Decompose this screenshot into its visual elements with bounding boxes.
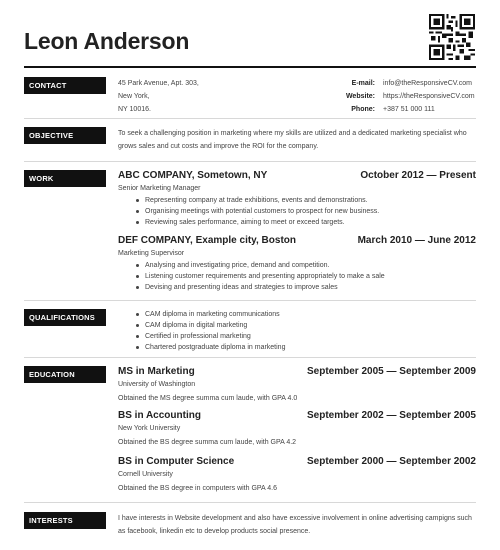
job-duties-list — [135, 195, 465, 228]
section-label-qualifications: QUALIFICATIONS — [24, 309, 106, 326]
list-item: Chartered postgraduate diploma in marketing — [135, 342, 465, 353]
email-row — [300, 77, 476, 90]
address-line: New York, — [118, 93, 150, 100]
list-item: Devising and presenting ideas and strategies to improve sales — [135, 282, 465, 293]
resume-name: Leon Anderson — [24, 28, 190, 54]
list-item: CAM diploma in marketing communications — [135, 309, 465, 320]
section-label-objective: OBJECTIVE — [24, 127, 106, 144]
website-label: Website: — [345, 93, 375, 100]
job-role: Senior Marketing Manager — [118, 185, 201, 192]
degree-title: BS in Computer Science — [118, 456, 235, 467]
header-rule — [24, 66, 476, 68]
objective-text — [118, 127, 476, 153]
degree-title: BS in Accounting — [118, 410, 201, 421]
school-name: University of Washington — [118, 381, 196, 388]
degree-dates: September 2000 — September 2002 — [307, 456, 476, 467]
list-item: Analysing and investigating price, demand and competition. — [135, 260, 465, 271]
qr-code-icon — [429, 14, 475, 60]
list-item: Reviewing sales performance, aiming to meet or exceed targets. — [135, 217, 465, 228]
email-link[interactable]: info@theResponsiveCV.com — [383, 80, 472, 87]
address-line: 45 Park Avenue, Apt. 303, — [118, 80, 199, 87]
job-company: DEF COMPANY, Example city, Boston — [118, 235, 296, 246]
list-item: Representing company at trade exhibitions, events and demonstrations. — [135, 195, 465, 206]
qualifications-list — [135, 309, 465, 353]
list-item: Listening customer requirements and presenting appropriately to make a sale — [135, 271, 465, 282]
job-duties-list — [135, 260, 465, 293]
interests-line: as facebook, linkedin etc to develop products social presence. — [118, 528, 311, 535]
degree-note: Obtained the MS degree summa cum laude, with GPA 4.0 — [118, 395, 298, 402]
phone-row — [300, 103, 476, 116]
address-line: NY 10016. — [118, 106, 151, 113]
job-dates: October 2012 — Present — [360, 170, 476, 181]
degree-note: Obtained the BS degree summa cum laude, with GPA 4.2 — [118, 439, 297, 446]
list-item: CAM diploma in digital marketing — [135, 320, 465, 331]
phone-label: Phone: — [351, 106, 375, 113]
degree-dates: September 2005 — September 2009 — [307, 366, 476, 377]
degree-note: Obtained the BS degree in computers with GPA 4.6 — [118, 485, 278, 492]
list-item: Certified in professional marketing — [135, 331, 465, 342]
section-divider — [24, 118, 476, 119]
objective-line: grows sales and cut costs and improve the ROI for the company. — [118, 143, 319, 150]
phone-value: +387 51 000 111 — [383, 106, 435, 113]
section-label-education: EDUCATION — [24, 366, 106, 383]
interests-text — [118, 512, 476, 538]
degree-title: MS in Marketing — [118, 366, 195, 377]
website-row — [300, 90, 476, 103]
job-company: ABC COMPANY, Sometown, NY — [118, 170, 268, 181]
section-divider — [24, 300, 476, 301]
school-name: New York University — [118, 425, 181, 432]
section-label-contact: CONTACT — [24, 77, 106, 94]
section-divider — [24, 502, 476, 503]
degree-dates: September 2002 — September 2005 — [307, 410, 476, 421]
school-name: Cornell University — [118, 471, 173, 478]
section-label-interests: INTERESTS — [24, 512, 106, 529]
website-link[interactable]: https://theResponsiveCV.com — [383, 93, 475, 100]
section-divider — [24, 357, 476, 358]
job-dates: March 2010 — June 2012 — [357, 235, 476, 246]
contact-details — [300, 77, 476, 116]
email-label: E-mail: — [351, 80, 375, 87]
interests-line: I have interests in Website development and also have excessive involvement in online advertising campigns such — [118, 515, 472, 522]
contact-address — [118, 77, 199, 116]
list-item: Organising meetings with potential customers to prospect for new business. — [135, 206, 465, 217]
job-role: Marketing Supervisor — [118, 250, 185, 257]
section-label-work-experience: WORK EXPERIENCE — [24, 170, 106, 187]
objective-line: To seek a challenging position in marketing where my skills are utilized and a dedicated marketing specialist who — [118, 130, 467, 137]
section-divider — [24, 161, 476, 162]
